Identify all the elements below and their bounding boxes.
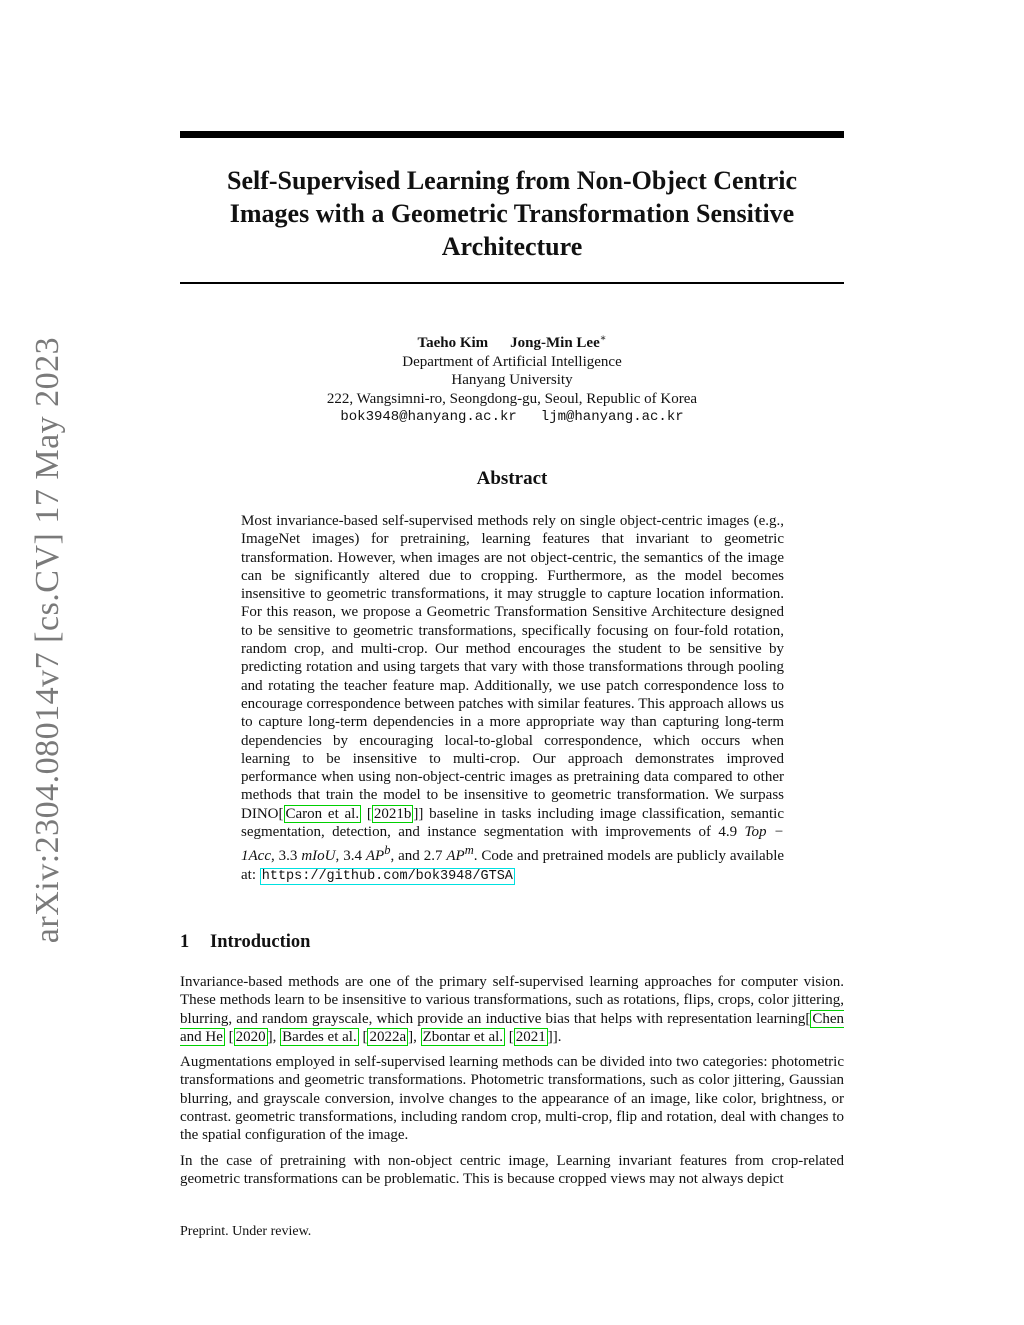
math-top1-acc: Top − 1Acc [241,824,784,865]
citation-separator: ]]. [547,1028,562,1045]
title-top-rule [180,131,844,138]
abstract-text: , and 2.7 [390,848,447,865]
citation-separator: [ [505,1028,514,1045]
abstract-paragraph [241,512,784,886]
corresponding-mark: ∗ [599,333,607,344]
abstract-body [241,512,784,886]
title-line-1: Self-Supervised Learning from Non-Object Centric [226,166,797,195]
citation-separator: [ [224,1028,234,1045]
math-ap-b-sup: b [384,843,391,858]
citation-year-link[interactable]: 2022a [369,1028,407,1045]
paragraph-text: Invariance-based methods are one of the primary self-supervised learning approaches for computer vision. These methods learn to be insensitive to various transformations, such as rotations, flips, crops, color jittering, blurring, and random grayscale, which provide an inductive bias that helps with representation learning[ [180,974,844,1027]
abstract-text: Most invariance-based self-supervised methods rely on single object-centric images (e.g., ImageNet images) for pretraining, learning features that invariant to geometric transformation. However, when images are not object-centric, the semantics of the image can be significantly altered due to cropping. Furthermore, as the model becomes insensitive to geometric transformations, it may struggle to capture location information. For this reason, we propose a Geometric Transformation Sensitive Architecture designed to be sensitive to geometric transformations, specifically focusing on four-fold rotation, random crop, and multi-crop. Our method encourages the student to be sensitive by predicting rotation and using targets that vary with those transformations through pooling and rotating the teacher feature map. Additionally, we use patch correspondence loss to encourage correspondence between patches with similar features. This approach allows us to capture long-term dependencies in a more appropriate way than capturing long-term dependencies by encouraging local-to-global correspondence, which occurs when learning to be insensitive to multi-crop. Our approach demonstrates improved performance when using non-object-centric images as pretraining data compared to other methods that train the model to be insensitive to geometric transformation. We surpass DINO[ [241,513,784,822]
email-1[interactable]: bok3948@hanyang.ac.kr [340,409,517,425]
abstract-heading: Abstract [476,468,548,489]
citation-year-link[interactable]: 2021 [515,1028,546,1045]
title-bottom-rule [180,282,844,284]
abstract-text: ]] baseline in tasks including image classification, semantic segmentation, detection, and instance segmentation with improvements of 4.9 [241,805,785,841]
math-miou: mIoU [301,848,336,865]
code-url-link[interactable]: https://github.com/bok3948/GTSA [261,868,513,884]
citation-year-link[interactable]: 2020 [235,1028,266,1045]
section-heading [180,932,310,953]
title-line-3: Architecture [441,232,583,261]
abstract-text: . Code and pretrained models are publicly available at: [241,848,785,883]
citation-separator: ], [408,1028,421,1045]
email-2[interactable]: ljm@hanyang.ac.kr [540,409,684,425]
page-footer: Preprint. Under review. [180,1224,312,1239]
university: Hanyang University [451,372,573,388]
abstract-text: , 3.3 [270,848,302,865]
title-line-2: Images with a Geometric Transformation Sensitive [229,199,795,228]
paper-title [180,164,844,263]
citation-link[interactable]: Zbontar et al. [422,1028,504,1045]
author-name-1: Taeho Kim [417,335,489,351]
emails [180,408,844,427]
citation-link[interactable]: Bardes et al. [282,1028,357,1045]
citation-year-link[interactable]: 2021b [373,805,412,822]
math-ap-b: AP [365,848,385,865]
section-title: Introduction [210,932,311,952]
citation-separator: [ [358,1028,368,1045]
section-number: 1 [180,932,190,952]
citation-link[interactable]: Chen and He [180,1010,844,1045]
author-names [180,330,844,353]
citation-link[interactable]: Caron et al. [285,805,360,822]
arxiv-identifier: arXiv:2304.08014v7 [cs.CV] 17 May 2023 [29,336,66,944]
department: Department of Artificial Intelligence [402,353,622,370]
citation-separator: ], [267,1028,281,1045]
address: 222, Wangsimni-ro, Seongdong-gu, Seoul, Republic of Korea [326,390,698,407]
abstract-text: , 3.4 [335,848,366,865]
math-ap-m-sup: m [464,843,474,858]
intro-paragraph-3: In the case of pretraining with non-object centric image, Learning invariant features from crop-related geometric transformations can be problematic. This is because cropped views may not always depict [180,1152,844,1187]
math-ap-m: AP [446,848,465,865]
introduction-body [180,973,844,1195]
citation-separator: [ [361,805,372,822]
intro-paragraph-1 [180,973,844,1046]
author-block [180,330,844,427]
author-name-2: Jong-Min Lee [510,335,600,351]
intro-paragraph-2: Augmentations employed in self-supervised learning methods can be divided into two categories: photometric transformations and geometric transformations. Photometric transformations, such as color jittering, Gaussian blurring, and grayscale conversion, involve changes to the appearance of an image, like color, brightness, or contrast. geometric transformations, including random crop, multi-crop, flip and rotation, deal with changes to the spatial configuration of the image. [180,1054,844,1144]
